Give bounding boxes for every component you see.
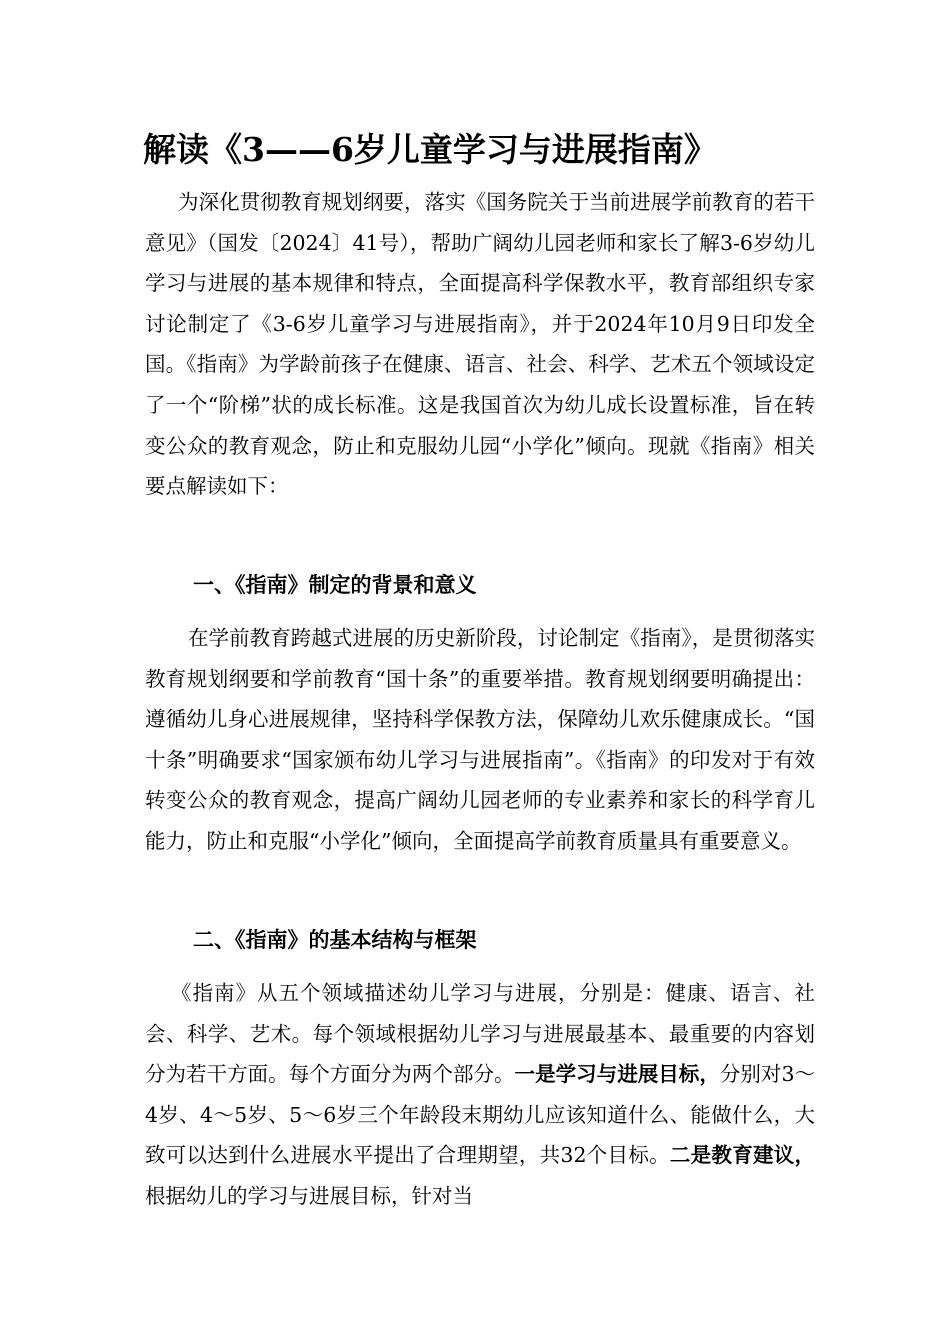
section-heading-background: 一、《指南》制定的背景和意义 (193, 572, 477, 597)
document-title: 解读《3——6岁儿童学习与进展指南》 (143, 130, 717, 169)
section-heading-structure: 二、《指南》的基本结构与框架 (193, 927, 477, 952)
intro-paragraph: 为深化贯彻教育规划纲要，落实《国务院关于当前进展学前教育的若干意见》（国发〔2024〕41号），帮助广阔幼儿园老师和家长了解3-6岁幼儿学习与进展的基本规律和特点，全面提高科学保教水平，教育部组织专家讨论制定了《3-6岁儿童学习与进展指南》，并于2024年10月9日印发全国。《指南》为学龄前孩子在健康、语言、社会、科学、艺术五个领域设定了一个“阶梯”状的成长标准。这是我国首次为幼儿成长设置标准，旨在转变公众的教育观念，防止和克服幼儿园“小学化”倾向。现就《指南》相关要点解读如下： (145, 190, 815, 499)
structure-text-part3: 根据幼儿的学习与进展目标，针对当 (145, 1183, 473, 1208)
structure-bold-goals: 一是学习与进展目标， (514, 1062, 720, 1087)
structure-text-part2: 分别对3～4岁、4～5岁、5～6岁三个年龄段末期幼儿应该知道什么、能做什么，大致可以达到什么进展水平提出了合理期望，共32个目标。 (145, 1062, 816, 1168)
structure-paragraph (145, 973, 815, 1217)
background-paragraph: 在学前教育跨越式进展的历史新阶段，讨论制定《指南》，是贯彻落实教育规划纲要和学前教育“国十条”的重要举措。教育规划纲要明确提出：遵循幼儿身心进展规律，坚持科学保教方法，保障幼儿欢乐健康成长。“国十条”明确要求“国家颁布幼儿学习与进展指南”。《指南》的印发对于有效转变公众的教育观念，提高广阔幼儿园老师的专业素养和家长的科学育儿能力，防止和克服“小学化”倾向，全面提高学前教育质量具有重要意义。 (145, 626, 815, 853)
structure-text-part1: 《指南》从五个领域描述幼儿学习与进展，分别是：健康、语言、社会、科学、艺术。每个领域根据幼儿学习与进展最基本、最重要的内容划分为若干方面。每个方面分为两个部分。 (145, 981, 815, 1087)
structure-bold-suggestions: 二是教育建议， (669, 1143, 816, 1168)
